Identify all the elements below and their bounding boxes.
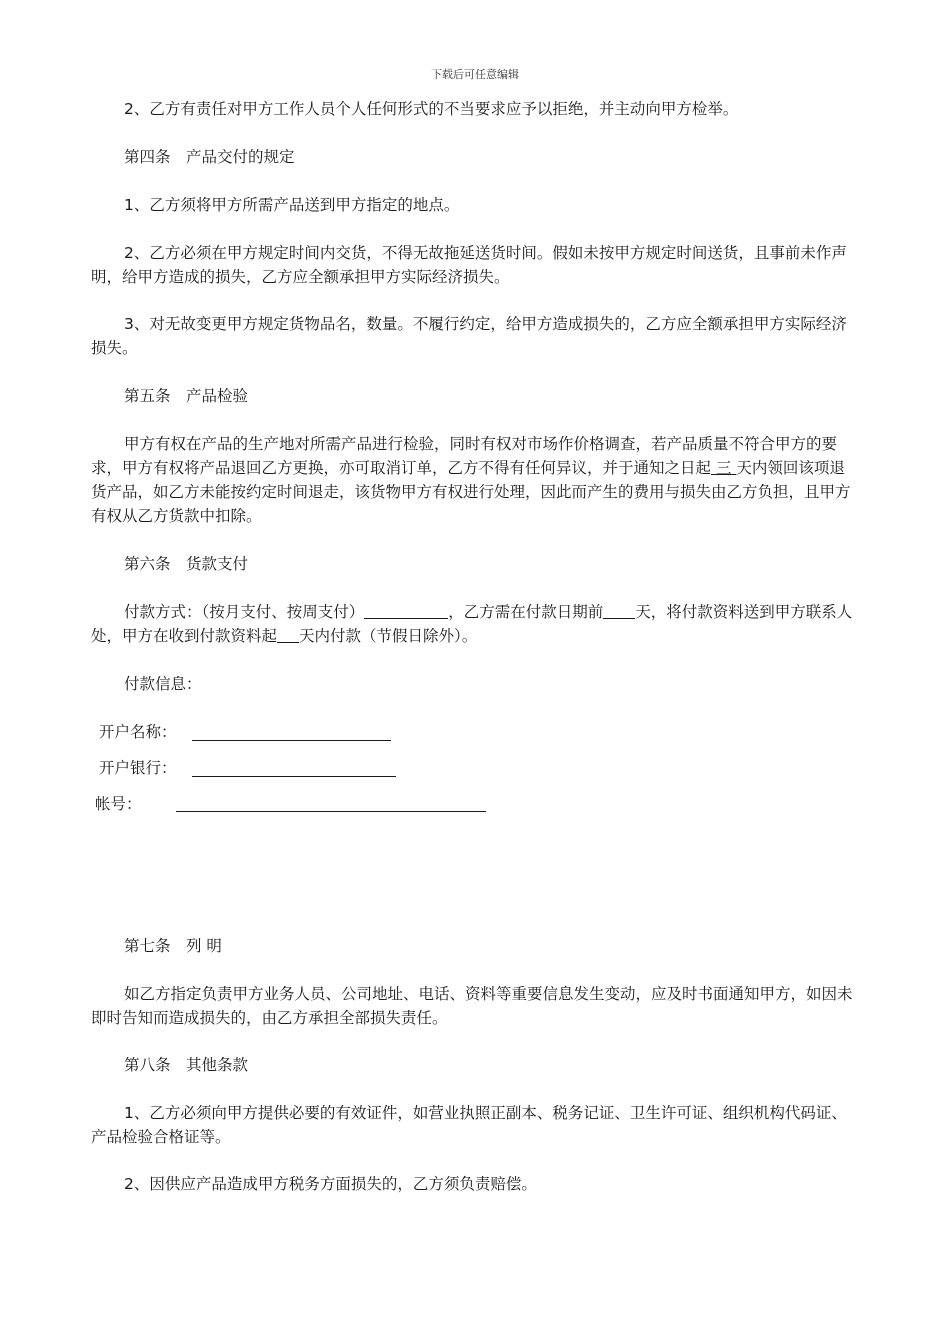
bank-label: 开户银行： [99,759,177,777]
article-4-title: 第四条 产品交付的规定 [124,148,295,166]
payment-method-text: 付款方式：（按月支付、按周支付） [124,603,365,621]
article-6-title: 第六条 货款支付 [124,555,249,573]
account-name-label: 开户名称： [99,723,177,741]
clause-8-1: 1、乙方必须向甲方提供必要的有效证件，如营业执照正副本、税务记证、卫生许可证、组织机构代码证、产品检验合格证等。 [91,1104,847,1146]
payment-text-c: 天，将付款资料送到甲方联系人处，甲方在收到付款资料起 [91,603,853,645]
article-7-paragraph: 如乙方指定负责甲方业务人员、公司地址、电话、资料等重要信息发生变动，应及时书面通知甲方，如因未即时告知而造成损失的，由乙方承担全部损失责任。 [91,985,853,1027]
article-5-days-value: 三 [715,459,732,477]
payment-method-blank [364,603,448,619]
account-number-blank [176,811,486,812]
article-5-text-b: 天内领回该项退货产品，如乙方未能按约定时间退走，该货物甲方有权进行处理，因此而产生的费用与损失由乙方负担，且甲方有权从乙方货款中扣除。 [91,459,851,525]
article-7-title: 第七条 列 明 [124,937,222,955]
payment-days-blank [277,627,299,643]
clause-8-2: 2、因供应产品造成甲方税务方面损失的，乙方须负责赔偿。 [124,1175,537,1193]
bank-blank [192,776,396,777]
payment-text-d: 天内付款（节假日除外）。 [299,627,478,645]
article-6-paragraph [91,600,859,648]
article-5-title: 第五条 产品检验 [124,387,249,405]
article-5-paragraph [91,432,859,528]
clause-4-3: 3、对无故变更甲方规定货物品名，数量。不履行约定，给甲方造成损失的，乙方应全额承担甲方实际经济损失。 [91,315,847,357]
payment-text-b: ，乙方需在付款日期前 [448,603,604,621]
page-header: 下载后可任意编辑 [431,68,519,81]
days-before-blank [603,603,635,619]
clause-3-2: 2、乙方有责任对甲方工作人员个人任何形式的不当要求应予以拒绝，并主动向甲方检举。 [124,100,739,118]
clause-4-2: 2、乙方必须在甲方规定时间内交货，不得无故拖延送货时间。假如未按甲方规定时间送货，且事前未作声明，给甲方造成的损失，乙方应全额承担甲方实际经济损失。 [91,244,847,286]
article-8-title: 第八条 其他条款 [124,1056,249,1074]
clause-4-1: 1、乙方须将甲方所需产品送到甲方指定的地点。 [124,196,460,214]
article-5-text-a: 甲方有权在产品的生产地对所需产品进行检验，同时有权对市场作价格调查，若产品质量不符合甲方的要求，甲方有权将产品退回乙方更换，亦可取消订单，乙方不得有任何异议，并于通知之日起 [91,435,838,477]
payment-info-label: 付款信息： [124,675,202,693]
account-name-blank [192,740,391,741]
account-number-label: 帐号： [95,795,142,813]
